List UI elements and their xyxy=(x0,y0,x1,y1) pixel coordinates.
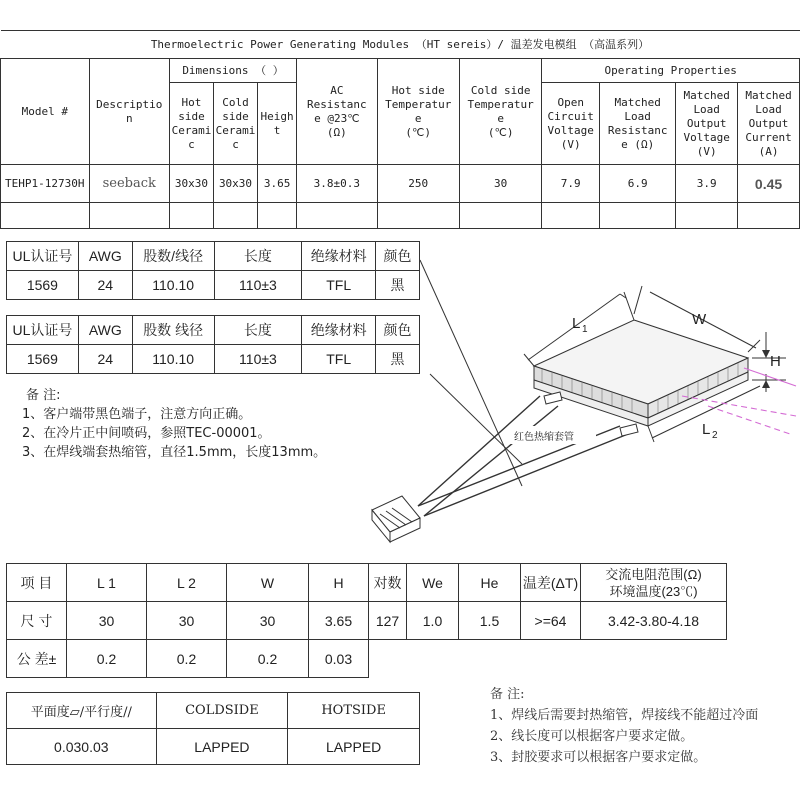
wire xyxy=(424,434,628,516)
flat-value: LAPPED xyxy=(288,729,420,765)
dims-value: 3.65 xyxy=(309,602,369,640)
note-item: 1、焊线后需要封热缩管，焊接线不能超过冷面 xyxy=(490,708,759,723)
wire-value: TFL xyxy=(302,345,376,374)
notes-title: 备 注: xyxy=(490,687,525,702)
header-ac-resistance: AC Resistanc e @23℃ (Ω) xyxy=(297,59,377,165)
wire-header: 绝缘材料 xyxy=(302,316,376,345)
flat-header: COLDSIDE xyxy=(156,693,288,729)
spec-title: Thermoelectric Power Generating Modules （HT sereis）/ 温差发电模组 （高温系列） xyxy=(1,31,800,59)
dims-header: He xyxy=(459,564,521,602)
cell-load-voltage: 3.9 xyxy=(676,165,738,203)
label-l1-sub: 1 xyxy=(582,324,588,335)
cell-model: TEHP1-12730H xyxy=(1,165,90,203)
wire-header: AWG xyxy=(78,242,132,271)
empty-cell xyxy=(297,203,377,229)
empty-cell xyxy=(407,640,459,678)
empty-cell xyxy=(1,203,90,229)
label-w: W xyxy=(692,311,707,328)
empty-cell xyxy=(369,640,407,678)
note-item: 3、封胶要求可以根据客户要求定做。 xyxy=(490,750,707,765)
dims-row-label: 尺 寸 xyxy=(7,602,67,640)
empty-cell xyxy=(676,203,738,229)
resist-header-line: 环境温度(23℃) xyxy=(609,583,698,599)
leader-line xyxy=(430,374,522,464)
wire-value: 1569 xyxy=(7,345,79,374)
dims-header: H xyxy=(309,564,369,602)
flat-value: 0.030.03 xyxy=(7,729,157,765)
wire-value: 黑 xyxy=(376,271,420,300)
dims-tolerance: 0.2 xyxy=(67,640,147,678)
empty-cell xyxy=(581,640,727,678)
wire-value: 110±3 xyxy=(214,271,302,300)
label-sleeve: 红色热缩套管 xyxy=(514,432,574,443)
wire-header: 股数/线径 xyxy=(132,242,214,271)
dims-header: L 1 xyxy=(67,564,147,602)
dims-value: 30 xyxy=(227,602,309,640)
cell-load-resistance: 6.9 xyxy=(600,165,676,203)
label-l2-sub: 2 xyxy=(712,430,718,441)
label-l2: L xyxy=(702,421,711,438)
dims-value: >=64 xyxy=(521,602,581,640)
dims-value: 1.0 xyxy=(407,602,459,640)
header-operating: Operating Properties xyxy=(542,59,800,83)
empty-cell xyxy=(377,203,459,229)
dims-header: L 2 xyxy=(147,564,227,602)
empty-cell xyxy=(89,203,169,229)
wire-value: 24 xyxy=(78,345,132,374)
dims-tolerance: 0.2 xyxy=(227,640,309,678)
header-height: Heigh t xyxy=(258,83,297,165)
wire-header: 绝缘材料 xyxy=(302,242,376,271)
note-item: 2、在冷片正中间喷码，参照TEC-00001。 xyxy=(22,426,271,441)
header-hot-side-ceramic: Hot side Cerami c xyxy=(169,83,213,165)
header-dimensions: Dimensions （ ） xyxy=(169,59,296,83)
empty-cell xyxy=(521,640,581,678)
note-item: 1、客户端带黑色端子，注意方向正确。 xyxy=(22,407,252,422)
dims-header: W xyxy=(227,564,309,602)
dims-value: 30 xyxy=(147,602,227,640)
module xyxy=(534,320,748,436)
wire-value: 110±3 xyxy=(214,345,302,374)
flatness-table xyxy=(6,692,420,765)
dims-header: 项 目 xyxy=(7,564,67,602)
dims-header: 温差(ΔT) xyxy=(521,564,581,602)
dims-value: 127 xyxy=(369,602,407,640)
dims-value: 30 xyxy=(67,602,147,640)
flat-header: HOTSIDE xyxy=(288,693,420,729)
cell-hot-side: 30x30 xyxy=(169,165,213,203)
dims-tolerance: 0.2 xyxy=(147,640,227,678)
cell-height: 3.65 xyxy=(258,165,297,203)
wire-value: 1569 xyxy=(7,271,79,300)
dims-header: We xyxy=(407,564,459,602)
wire-value: 24 xyxy=(78,271,132,300)
empty-cell xyxy=(258,203,297,229)
wire-header: AWG xyxy=(78,316,132,345)
header-matched-load-resistance: Matched Load Resistanc e (Ω) xyxy=(600,83,676,165)
wire xyxy=(424,406,558,516)
leader-line xyxy=(420,260,522,486)
empty-cell xyxy=(600,203,676,229)
wire-header: 颜色 xyxy=(376,316,420,345)
wire xyxy=(418,396,540,506)
wire-header: 长度 xyxy=(214,242,302,271)
header-cold-side-temp: Cold side Temperatur e (℃) xyxy=(459,59,541,165)
empty-cell xyxy=(459,203,541,229)
wire-header: 股数 线径 xyxy=(132,316,214,345)
dims-value: 3.42-3.80-4.18 xyxy=(581,602,727,640)
header-matched-load-current: Matched Load Output Current (A) xyxy=(738,83,800,165)
notes-title: 备 注: xyxy=(26,388,61,403)
flat-header: 平面度▱/平行度// xyxy=(7,693,157,729)
wire-header: UL认证号 xyxy=(7,316,79,345)
resist-header-line: 交流电阻范围(Ω) xyxy=(605,566,702,582)
dims-resist-header xyxy=(581,564,727,602)
notes-2 xyxy=(490,684,758,768)
wire-header: 长度 xyxy=(214,316,302,345)
cell-cold-side: 30x30 xyxy=(213,165,257,203)
wire-value: 110.10 xyxy=(132,345,214,374)
cell-open-voltage: 7.9 xyxy=(542,165,600,203)
connector xyxy=(372,496,420,542)
header-description: Descriptio n xyxy=(89,59,169,165)
empty-cell xyxy=(459,640,521,678)
header-matched-load-voltage: Matched Load Output Voltage (V) xyxy=(676,83,738,165)
note-item: 3、在焊线端套热缩管，直径1.5mm，长度13mm。 xyxy=(22,445,327,460)
cell-hot-temp: 250 xyxy=(377,165,459,203)
spec-table xyxy=(0,30,800,229)
cell-load-current: 0.45 xyxy=(738,165,800,203)
note-item: 2、线长度可以根据客户要求定做。 xyxy=(490,729,694,744)
empty-cell xyxy=(738,203,800,229)
wire-header: 颜色 xyxy=(376,242,420,271)
notes-1 xyxy=(22,386,326,462)
empty-cell xyxy=(213,203,257,229)
flat-value: LAPPED xyxy=(156,729,288,765)
header-model: Model # xyxy=(1,59,90,165)
label-l1: L xyxy=(572,315,581,332)
dims-header: 对数 xyxy=(369,564,407,602)
cell-cold-temp: 30 xyxy=(459,165,541,203)
header-open-circuit: Open Circuit Voltage (V) xyxy=(542,83,600,165)
wire-header: UL认证号 xyxy=(7,242,79,271)
cell-description: seeback xyxy=(89,165,169,203)
header-hot-side-temp: Hot side Temperatur e (℃) xyxy=(377,59,459,165)
header-cold-side-ceramic: Cold side Cerami c xyxy=(213,83,257,165)
label-h: H xyxy=(770,353,781,370)
empty-cell xyxy=(169,203,213,229)
dims-tolerance: 0.03 xyxy=(309,640,369,678)
dims-value: 1.5 xyxy=(459,602,521,640)
cell-ac-resistance: 3.8±0.3 xyxy=(297,165,377,203)
module-diagram xyxy=(290,228,800,560)
wire-value: TFL xyxy=(302,271,376,300)
empty-cell xyxy=(542,203,600,229)
dims-row-label: 公 差± xyxy=(7,640,67,678)
wire-value: 110.10 xyxy=(132,271,214,300)
dimensions-table xyxy=(6,563,727,678)
wire-value: 黑 xyxy=(376,345,420,374)
